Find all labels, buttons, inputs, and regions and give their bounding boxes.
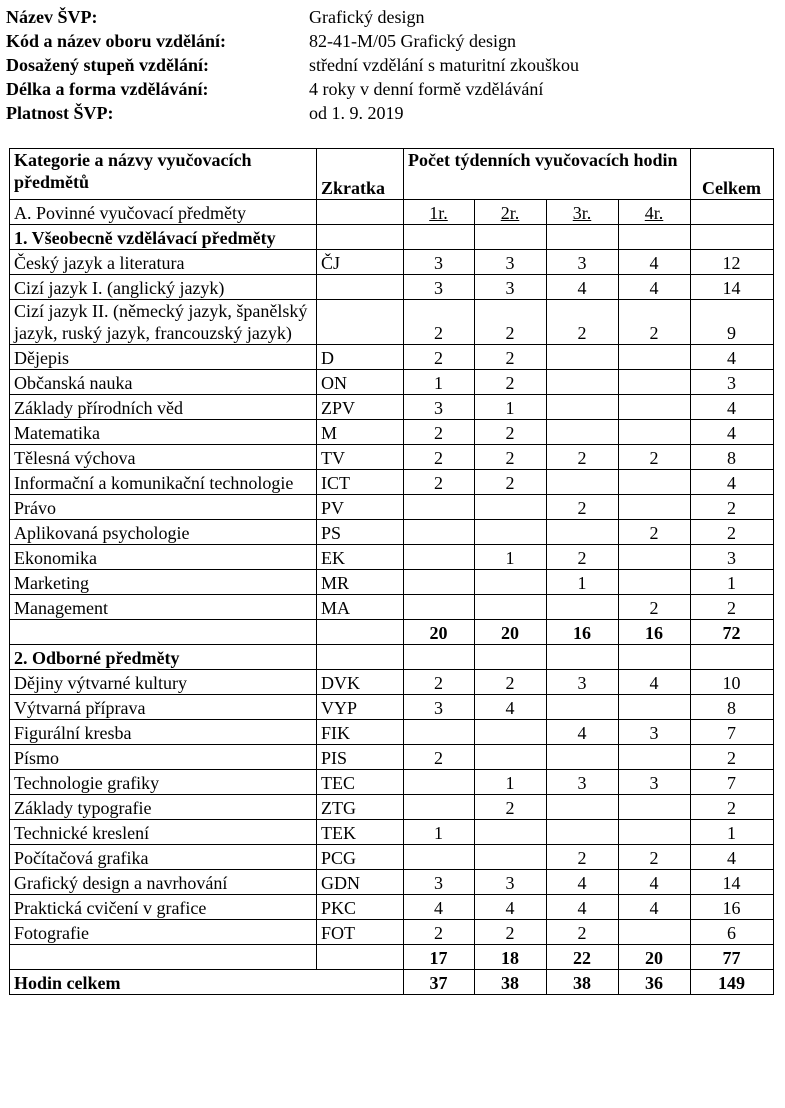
- year-4-hours: 20: [619, 945, 691, 970]
- years-row-abbr-cell: [317, 200, 404, 225]
- year-1-hours: 3: [404, 275, 475, 300]
- header-weekly-hours: Počet týdenních vyučovacích hodin: [404, 149, 691, 200]
- year-4-hours: [619, 545, 691, 570]
- year-2-hours: 1: [475, 770, 547, 795]
- year-1-hours: 3: [404, 395, 475, 420]
- empty-cell: [404, 225, 475, 250]
- empty-cell: [317, 645, 404, 670]
- subject-name: Základy přírodních věd: [10, 395, 317, 420]
- year-3-hours: [547, 395, 619, 420]
- header-abbreviation: Zkratka: [317, 149, 404, 200]
- year-4-hours: [619, 695, 691, 720]
- subject-abbreviation: VYP: [317, 695, 404, 720]
- subject-name: Technologie grafiky: [10, 770, 317, 795]
- total-hours: 4: [691, 345, 774, 370]
- subject-name: Tělesná výchova: [10, 445, 317, 470]
- year-4-hours: [619, 745, 691, 770]
- total-hours: 7: [691, 720, 774, 745]
- metadata-line: [6, 78, 776, 102]
- year-3-hours: 2: [547, 445, 619, 470]
- subject-name: Ekonomika: [10, 545, 317, 570]
- table-row: [10, 300, 774, 345]
- subject-name: Dějepis: [10, 345, 317, 370]
- year-2-hours: [475, 720, 547, 745]
- table-row: [10, 275, 774, 300]
- subject-name: Informační a komunikační technologie: [10, 470, 317, 495]
- subject-abbreviation: ZPV: [317, 395, 404, 420]
- metadata-body: [6, 6, 776, 126]
- year-3-hours: [547, 345, 619, 370]
- year-3-hours: 2: [547, 495, 619, 520]
- year-4-hours: [619, 420, 691, 445]
- year-4-hours: 3: [619, 770, 691, 795]
- year-2-hours: 4: [475, 695, 547, 720]
- total-hours: 3: [691, 370, 774, 395]
- year-1-hours: 4: [404, 895, 475, 920]
- year-4-hours: 2: [619, 520, 691, 545]
- grand-total-row: [10, 970, 774, 995]
- subject-name: Občanská nauka: [10, 370, 317, 395]
- year-3-hours: 22: [547, 945, 619, 970]
- table-row: [10, 370, 774, 395]
- year-2-hours: 18: [475, 945, 547, 970]
- empty-cell: [317, 620, 404, 645]
- total-hours: 1: [691, 570, 774, 595]
- year-3-hours: [547, 820, 619, 845]
- total-hours: 149: [691, 970, 774, 995]
- year-1-hours: 37: [404, 970, 475, 995]
- year-1-hours: 2: [404, 345, 475, 370]
- year-4-hours: 2: [619, 300, 691, 345]
- empty-cell: [691, 645, 774, 670]
- year-4-hours: [619, 470, 691, 495]
- year-1-hours: 3: [404, 870, 475, 895]
- year-3-hours: 3: [547, 250, 619, 275]
- table-row: [10, 920, 774, 945]
- table-row: [10, 670, 774, 695]
- year-3-hours: [547, 695, 619, 720]
- table-row: [10, 395, 774, 420]
- metadata-value: 4 roky v denní formě vzdělávání: [309, 79, 544, 99]
- empty-cell: [10, 945, 317, 970]
- total-hours: 4: [691, 845, 774, 870]
- year-4-hours: 3: [619, 720, 691, 745]
- year-3-hours: 3: [547, 770, 619, 795]
- total-hours: 8: [691, 695, 774, 720]
- subject-abbreviation: PKC: [317, 895, 404, 920]
- year-4-hours: 2: [619, 445, 691, 470]
- year-2-hours: 2: [475, 300, 547, 345]
- year-1-hours: [404, 545, 475, 570]
- subject-abbreviation: DVK: [317, 670, 404, 695]
- subject-abbreviation: ZTG: [317, 795, 404, 820]
- year-1-hours: [404, 795, 475, 820]
- subject-name: Cizí jazyk I. (anglický jazyk): [10, 275, 317, 300]
- year-1-hours: [404, 595, 475, 620]
- table-row: [10, 595, 774, 620]
- year-3-hours: 3: [547, 670, 619, 695]
- total-hours: 4: [691, 420, 774, 445]
- year-2-hours: 4: [475, 895, 547, 920]
- year-1-label: 1r.: [404, 200, 475, 225]
- year-1-hours: 3: [404, 695, 475, 720]
- subject-abbreviation: GDN: [317, 870, 404, 895]
- subject-name: Český jazyk a literatura: [10, 250, 317, 275]
- total-hours: 72: [691, 620, 774, 645]
- year-4-hours: 2: [619, 595, 691, 620]
- metadata-label: Kód a název oboru vzdělání:: [6, 31, 227, 51]
- year-2-hours: 3: [475, 870, 547, 895]
- table-row: [10, 520, 774, 545]
- years-row-total-cell: [691, 200, 774, 225]
- empty-cell: [404, 645, 475, 670]
- metadata-value: 82-41-M/05 Grafický design: [309, 31, 516, 51]
- subject-abbreviation: FOT: [317, 920, 404, 945]
- year-3-hours: [547, 520, 619, 545]
- subject-abbreviation: ČJ: [317, 250, 404, 275]
- subject-abbreviation: D: [317, 345, 404, 370]
- table-row: [10, 250, 774, 275]
- year-4-hours: 4: [619, 670, 691, 695]
- subject-name: Počítačová grafika: [10, 845, 317, 870]
- curriculum-table-body: [10, 149, 774, 995]
- year-2-hours: [475, 820, 547, 845]
- subject-name: Dějiny výtvarné kultury: [10, 670, 317, 695]
- year-4-label: 4r.: [619, 200, 691, 225]
- subject-abbreviation: PS: [317, 520, 404, 545]
- year-4-hours: [619, 395, 691, 420]
- year-2-hours: 2: [475, 470, 547, 495]
- subject-abbreviation: PCG: [317, 845, 404, 870]
- subject-abbreviation: ICT: [317, 470, 404, 495]
- year-2-hours: [475, 745, 547, 770]
- year-1-hours: 2: [404, 470, 475, 495]
- year-2-hours: 3: [475, 250, 547, 275]
- year-1-hours: [404, 495, 475, 520]
- year-3-hours: 4: [547, 895, 619, 920]
- subject-name: Právo: [10, 495, 317, 520]
- year-2-hours: 2: [475, 445, 547, 470]
- year-2-hours: [475, 595, 547, 620]
- subject-abbreviation: MR: [317, 570, 404, 595]
- subject-abbreviation: ON: [317, 370, 404, 395]
- year-2-hours: [475, 495, 547, 520]
- year-1-hours: [404, 520, 475, 545]
- empty-cell: [317, 945, 404, 970]
- mandatory-subjects-label: A. Povinné vyučovací předměty: [10, 200, 317, 225]
- year-1-hours: 2: [404, 920, 475, 945]
- total-hours: 2: [691, 595, 774, 620]
- metadata-value: Grafický design: [309, 7, 425, 27]
- subject-name: Technické kreslení: [10, 820, 317, 845]
- year-4-hours: 4: [619, 250, 691, 275]
- metadata-label: Délka a forma vzdělávání:: [6, 79, 209, 99]
- metadata-label: Název ŠVP:: [6, 7, 98, 27]
- metadata-label: Platnost ŠVP:: [6, 103, 114, 123]
- total-hours: 3: [691, 545, 774, 570]
- table-row: [10, 895, 774, 920]
- total-hours: 4: [691, 470, 774, 495]
- year-2-hours: 2: [475, 920, 547, 945]
- year-3-hours: 2: [547, 545, 619, 570]
- total-hours: 14: [691, 870, 774, 895]
- metadata-value: od 1. 9. 2019: [309, 103, 404, 123]
- empty-cell: [619, 645, 691, 670]
- table-header-row: [10, 149, 774, 200]
- year-2-hours: 2: [475, 670, 547, 695]
- subject-abbreviation: M: [317, 420, 404, 445]
- year-2-hours: [475, 520, 547, 545]
- year-3-hours: 1: [547, 570, 619, 595]
- total-hours: 8: [691, 445, 774, 470]
- year-3-hours: 4: [547, 275, 619, 300]
- total-hours: 1: [691, 820, 774, 845]
- section-sum-row: [10, 945, 774, 970]
- year-3-hours: [547, 595, 619, 620]
- total-hours: 9: [691, 300, 774, 345]
- metadata-line: [6, 102, 776, 126]
- subject-name: Aplikovaná psychologie: [10, 520, 317, 545]
- year-4-hours: 16: [619, 620, 691, 645]
- empty-cell: [10, 620, 317, 645]
- subject-name: Matematika: [10, 420, 317, 445]
- section-sum-row: [10, 620, 774, 645]
- year-1-hours: [404, 720, 475, 745]
- year-2-hours: [475, 570, 547, 595]
- empty-cell: [547, 645, 619, 670]
- subject-abbreviation: TV: [317, 445, 404, 470]
- metadata-label: Dosažený stupeň vzdělání:: [6, 55, 210, 75]
- year-1-hours: 20: [404, 620, 475, 645]
- year-3-hours: [547, 470, 619, 495]
- year-4-hours: [619, 820, 691, 845]
- subject-abbreviation: TEK: [317, 820, 404, 845]
- year-3-hours: [547, 420, 619, 445]
- subject-abbreviation: [317, 300, 404, 345]
- year-2-label: 2r.: [475, 200, 547, 225]
- header-subjects: Kategorie a názvy vyučovacích předmětů: [10, 149, 317, 200]
- table-row: [10, 720, 774, 745]
- year-2-hours: 1: [475, 545, 547, 570]
- table-row: [10, 795, 774, 820]
- metadata-line: [6, 6, 776, 30]
- year-4-hours: 4: [619, 870, 691, 895]
- year-2-hours: 2: [475, 420, 547, 445]
- table-row: [10, 445, 774, 470]
- year-2-hours: 2: [475, 370, 547, 395]
- year-2-hours: 3: [475, 275, 547, 300]
- year-1-hours: 2: [404, 300, 475, 345]
- table-row: [10, 470, 774, 495]
- total-hours: 6: [691, 920, 774, 945]
- table-row: [10, 820, 774, 845]
- empty-cell: [547, 225, 619, 250]
- year-1-hours: 2: [404, 420, 475, 445]
- year-3-hours: [547, 795, 619, 820]
- table-row: [10, 570, 774, 595]
- year-1-hours: 2: [404, 745, 475, 770]
- section-title-row: [10, 225, 774, 250]
- total-hours: 16: [691, 895, 774, 920]
- year-1-hours: 2: [404, 445, 475, 470]
- table-row: [10, 420, 774, 445]
- total-hours: 2: [691, 795, 774, 820]
- year-1-hours: [404, 845, 475, 870]
- year-3-hours: 4: [547, 720, 619, 745]
- subject-name: Výtvarná příprava: [10, 695, 317, 720]
- year-3-hours: 38: [547, 970, 619, 995]
- subject-name: Grafický design a navrhování: [10, 870, 317, 895]
- table-row: [10, 345, 774, 370]
- year-3-hours: [547, 370, 619, 395]
- subject-abbreviation: PV: [317, 495, 404, 520]
- subject-abbreviation: PIS: [317, 745, 404, 770]
- year-3-label: 3r.: [547, 200, 619, 225]
- year-4-hours: [619, 570, 691, 595]
- subject-abbreviation: EK: [317, 545, 404, 570]
- empty-cell: [475, 645, 547, 670]
- table-row: [10, 495, 774, 520]
- year-1-hours: 17: [404, 945, 475, 970]
- empty-cell: [317, 225, 404, 250]
- metadata-line: [6, 54, 776, 78]
- section-title: 2. Odborné předměty: [10, 645, 317, 670]
- year-2-hours: [475, 845, 547, 870]
- subject-abbreviation: FIK: [317, 720, 404, 745]
- table-row: [10, 695, 774, 720]
- subject-name: Cizí jazyk II. (německý jazyk, španělský jazyk, ruský jazyk, francouzský jazyk): [10, 300, 317, 345]
- year-4-hours: [619, 345, 691, 370]
- total-hours: 7: [691, 770, 774, 795]
- total-hours: 77: [691, 945, 774, 970]
- empty-cell: [475, 225, 547, 250]
- year-2-hours: 20: [475, 620, 547, 645]
- metadata-line: [6, 30, 776, 54]
- year-4-hours: [619, 795, 691, 820]
- subject-name: Praktická cvičení v grafice: [10, 895, 317, 920]
- subject-name: Management: [10, 595, 317, 620]
- total-hours: 2: [691, 520, 774, 545]
- subject-abbreviation: MA: [317, 595, 404, 620]
- empty-cell: [691, 225, 774, 250]
- year-1-hours: [404, 770, 475, 795]
- year-4-hours: 2: [619, 845, 691, 870]
- metadata-value: střední vzdělání s maturitní zkouškou: [309, 55, 579, 75]
- year-3-hours: 2: [547, 300, 619, 345]
- years-row: [10, 200, 774, 225]
- year-4-hours: [619, 920, 691, 945]
- subject-name: Figurální kresba: [10, 720, 317, 745]
- total-hours: 10: [691, 670, 774, 695]
- grand-total-label: Hodin celkem: [10, 970, 404, 995]
- year-2-hours: 2: [475, 795, 547, 820]
- subject-name: Základy typografie: [10, 795, 317, 820]
- year-1-hours: 1: [404, 370, 475, 395]
- year-2-hours: 1: [475, 395, 547, 420]
- section-title: 1. Všeobecně vzdělávací předměty: [10, 225, 317, 250]
- year-3-hours: [547, 745, 619, 770]
- year-3-hours: 2: [547, 845, 619, 870]
- table-row: [10, 545, 774, 570]
- subject-name: Marketing: [10, 570, 317, 595]
- empty-cell: [619, 225, 691, 250]
- year-2-hours: 2: [475, 345, 547, 370]
- year-2-hours: 38: [475, 970, 547, 995]
- total-hours: 2: [691, 745, 774, 770]
- year-4-hours: 36: [619, 970, 691, 995]
- section-title-row: [10, 645, 774, 670]
- total-hours: 2: [691, 495, 774, 520]
- subject-name: Fotografie: [10, 920, 317, 945]
- year-1-hours: 3: [404, 250, 475, 275]
- total-hours: 14: [691, 275, 774, 300]
- subject-name: Písmo: [10, 745, 317, 770]
- subject-abbreviation: [317, 275, 404, 300]
- year-1-hours: [404, 570, 475, 595]
- year-1-hours: 2: [404, 670, 475, 695]
- year-4-hours: 4: [619, 895, 691, 920]
- table-row: [10, 845, 774, 870]
- curriculum-table: [9, 148, 774, 995]
- year-4-hours: [619, 495, 691, 520]
- table-row: [10, 870, 774, 895]
- year-1-hours: 1: [404, 820, 475, 845]
- year-3-hours: 4: [547, 870, 619, 895]
- table-row: [10, 745, 774, 770]
- header-total: Celkem: [691, 149, 774, 200]
- year-4-hours: [619, 370, 691, 395]
- document-metadata: [6, 6, 776, 126]
- year-3-hours: 16: [547, 620, 619, 645]
- table-row: [10, 770, 774, 795]
- total-hours: 4: [691, 395, 774, 420]
- total-hours: 12: [691, 250, 774, 275]
- subject-abbreviation: TEC: [317, 770, 404, 795]
- year-4-hours: 4: [619, 275, 691, 300]
- year-3-hours: 2: [547, 920, 619, 945]
